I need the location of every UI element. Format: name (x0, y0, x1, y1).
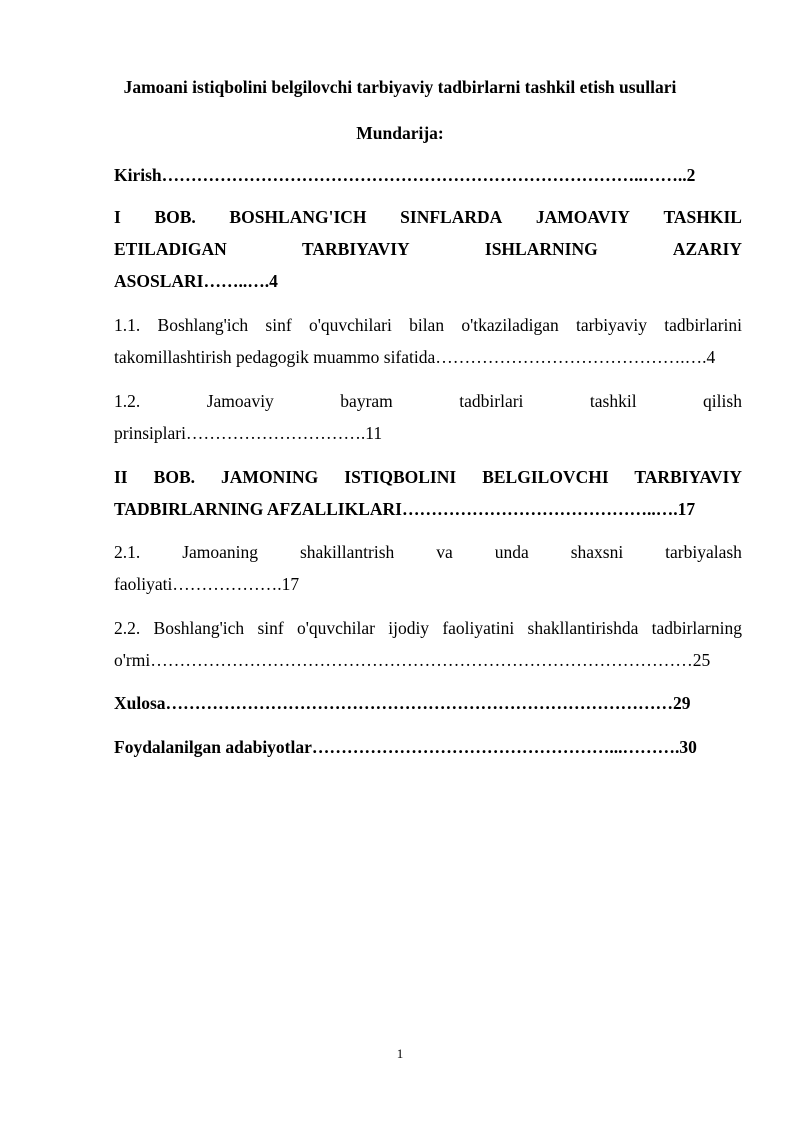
toc-entry-references[interactable] (114, 731, 742, 763)
toc-entry-section-1-1[interactable] (114, 309, 742, 373)
document-title: Jamoani istiqbolini belgilovchi tarbiyaviy tadbirlarni tashkil etish usullari (123, 77, 677, 97)
toc-entry-text: ASOSLARI……..….4 (114, 271, 278, 291)
word: bayram (340, 391, 393, 411)
word: I (114, 207, 121, 227)
toc-entry-text: prinsiplari………………………….11 (114, 423, 383, 443)
word: va (436, 542, 453, 562)
word: Jamoaning (182, 542, 259, 562)
toc-entry-kirish[interactable] (114, 159, 742, 191)
toc-entry-text: TADBIRLARNING AFZALLIKLARI……………………………………..….17 (114, 499, 696, 519)
toc-entry-chapter-2[interactable] (114, 461, 742, 525)
toc-entry-line (114, 385, 742, 417)
toc-entry-xulosa[interactable] (114, 687, 742, 719)
page-number: 1 (396, 1046, 404, 1061)
word: tarbiyalash (665, 542, 742, 562)
word: tadbirlari (459, 391, 524, 411)
word: qilish (703, 391, 742, 411)
toc-entry-section-2-1[interactable] (114, 536, 742, 600)
word: BOB. (154, 207, 196, 227)
toc-entry-line (114, 233, 742, 265)
word: TASHKIL (663, 207, 742, 227)
toc-heading: Mundarija: (356, 123, 444, 143)
word: JAMOAVIY (535, 207, 630, 227)
word: ETILADIGAN (114, 239, 227, 259)
toc-entry-text: o'rmi…………………………………………………………………………………25 (114, 650, 711, 670)
word: SINFLARDA (400, 207, 503, 227)
toc-entry-section-1-2[interactable] (114, 385, 742, 449)
word: ISHLARNING (484, 239, 598, 259)
word: TARBIYAVIY (302, 239, 410, 259)
toc-entry-text: II BOB. JAMONING ISTIQBOLINI BELGILOVCHI TARBIYAVIY (114, 467, 742, 487)
toc-entry-text: 2.2. Boshlang'ich sinf o'quvchilar ijodiy faoliyatini shakllantirishda tadbirlarning (114, 618, 742, 638)
toc-entry-text: Kirish………………………………………………………………………..……..2 (114, 165, 696, 185)
word: unda (494, 542, 529, 562)
toc-entry-text: takomillashtirish pedagogik muammo sifatida…………………………………….….4 (114, 347, 716, 367)
toc-entry-line (114, 536, 742, 568)
toc-entry-line (114, 201, 742, 233)
toc-entry-chapter-1[interactable] (114, 201, 742, 297)
word: 2.1. (114, 542, 141, 562)
toc-entry-text: faoliyati……………….17 (114, 574, 300, 594)
word: 1.2. (114, 391, 141, 411)
toc-entry-section-2-2[interactable] (114, 612, 742, 676)
toc-entry-text: 1.1. Boshlang'ich sinf o'quvchilari bilan o'tkaziladigan tarbiyaviy tadbirlarini (114, 315, 742, 335)
word: Jamoaviy (206, 391, 274, 411)
word: tashkil (589, 391, 637, 411)
toc-entry-text: Xulosa……………………………………………………………………………29 (114, 693, 691, 713)
toc-entry-text: Foydalanilgan adabiyotlar……………………………………………...……….30 (114, 737, 697, 757)
word: AZARIY (672, 239, 742, 259)
word: BOSHLANG'ICH (229, 207, 367, 227)
word: shakillantrish (299, 542, 395, 562)
word: shaxsni (570, 542, 624, 562)
